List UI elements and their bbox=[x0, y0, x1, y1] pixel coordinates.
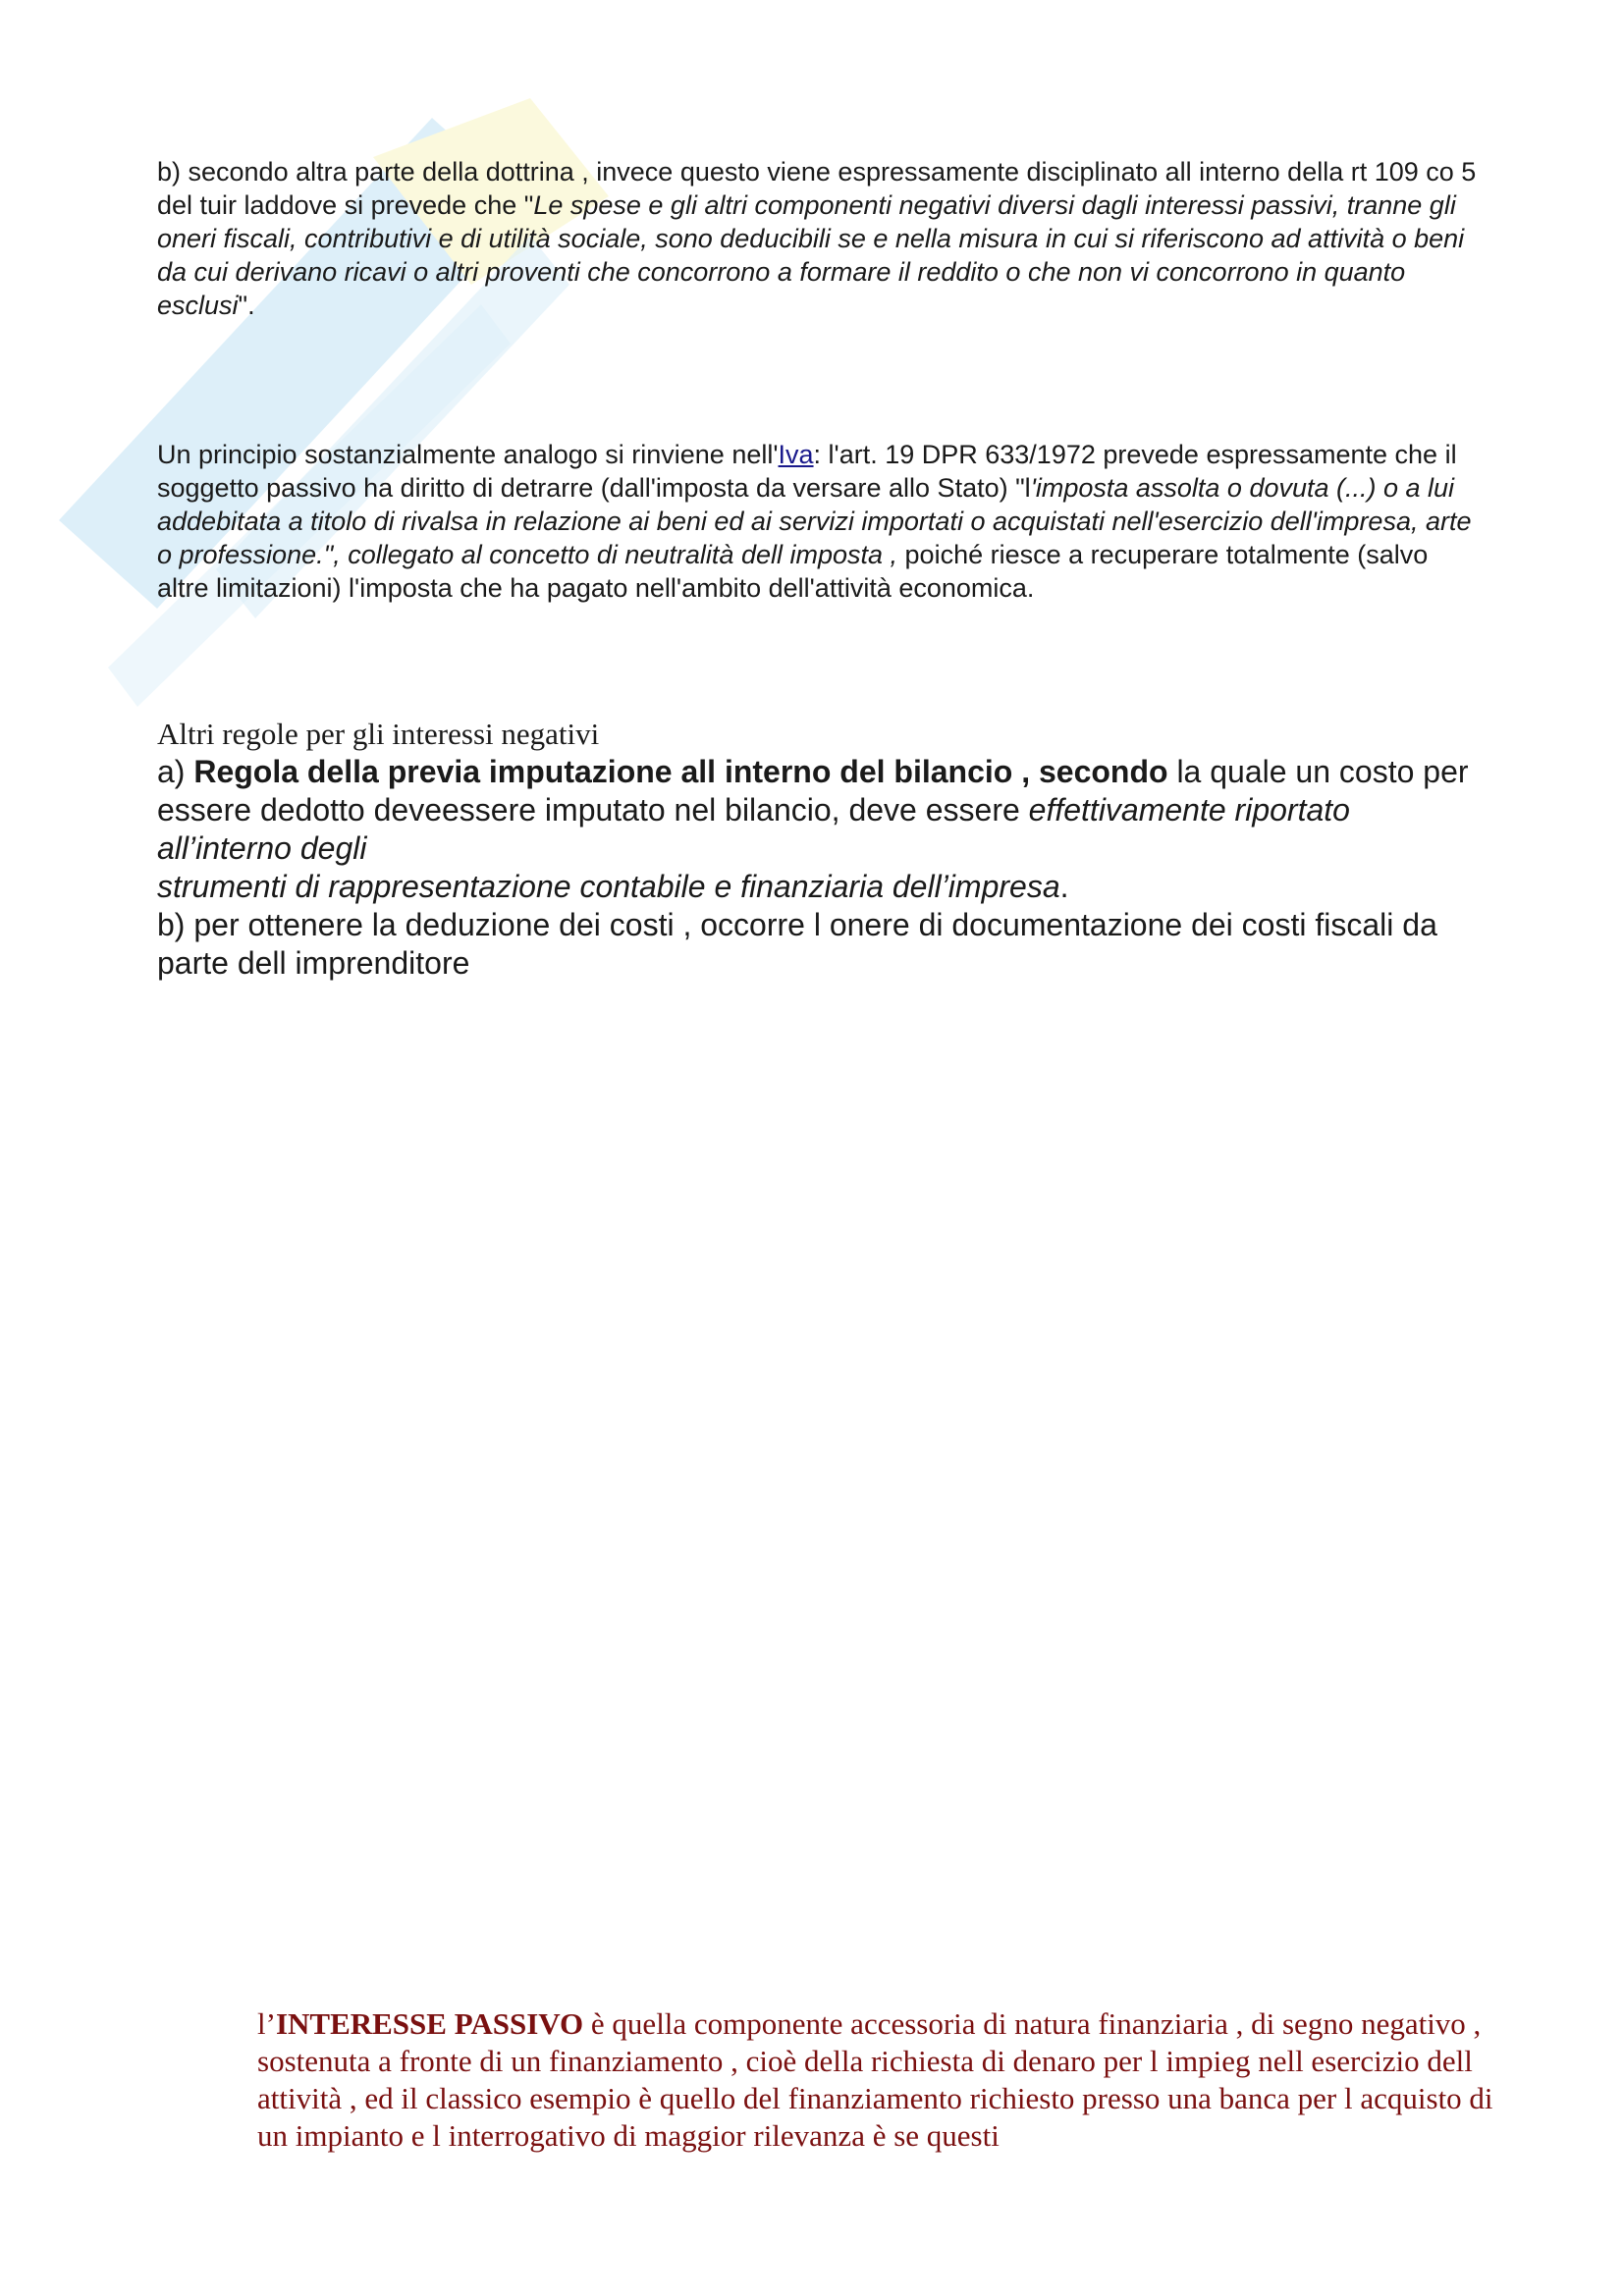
rule-a-prefix: a) bbox=[157, 754, 194, 789]
rule-b: b) per ottenere la deduzione dei costi , occorre l onere di documentazione dei costi fiscali da parte dell imprenditore bbox=[157, 907, 1437, 981]
iva-link[interactable]: Iva bbox=[778, 440, 814, 469]
rule-a-bold: Regola della previa imputazione all interno del bilancio , secondo bbox=[193, 754, 1168, 789]
rule-a bbox=[157, 753, 1478, 906]
para2-quote: 'imposta assolta o dovuta (...) o a lui addebitata a titolo di rivalsa in relazione ai beni ed ai servizi importati o acquistati nell'esercizio dell'impresa, arte o professione.", collegato al concetto di neutralità dell imposta , bbox=[157, 473, 1472, 569]
para4-prefix: l’ bbox=[257, 2006, 276, 2041]
para2-end: poiché riesce a recuperare totalmente (salvo altre limitazioni) l'imposta che ha pagato nell'ambito dell'attività economica. bbox=[157, 540, 1429, 603]
para1-quote: Le spese e gli altri componenti negativi diversi dagli interessi passivi, tranne gli oneri fiscali, contributivi e di utilità sociale, sono deducibili se e nella misura in cui si riferiscono ad attività o beni da cui derivano ricavi o altri proventi che concorrono a formare il reddito o che non vi concorrono in quanto esclusi bbox=[157, 190, 1465, 320]
para4-bold: INTERESSE PASSIVO bbox=[275, 2006, 584, 2041]
section-heading-altri-regole: Altri regole per gli interessi negativi bbox=[157, 717, 600, 751]
para2-intro: Un principio sostanzialmente analogo si rinviene nell' bbox=[157, 440, 779, 469]
para4-text: è quella componente accessoria di natura finanziaria , di segno negativo , sostenuta a fronte di un finanziamento , cioè della richiesta di denaro per l impieg nell esercizio dell attività , ed il classico esempio è quello del finanziamento richiesto presso una banca per l acquisto di un impianto e l interrogativo di maggior rilevanza è se questi bbox=[257, 2006, 1493, 2153]
rule-a-italic1: effettivamente riportato all’interno degli bbox=[157, 792, 1350, 866]
para2-mid: : l'art. 19 DPR 633/1972 prevede espressamente che il soggetto passivo ha diritto di detrarre (dall'imposta da versare allo Stato) "l bbox=[157, 440, 1457, 503]
para1-intro: b) secondo altra parte della dottrina , invece questo viene espressamente disciplinato all interno della rt 109 co 5 del tuir laddove si prevede che " bbox=[157, 157, 1477, 220]
para1-end: ". bbox=[238, 291, 255, 320]
paragraph-art-109 bbox=[157, 155, 1478, 322]
rule-a-text: la quale un costo per essere dedotto deveessere imputato nel bilancio, deve essere bbox=[157, 754, 1469, 828]
paragraph-regole bbox=[157, 753, 1478, 983]
paragraph-iva bbox=[157, 438, 1478, 605]
rule-a-end: . bbox=[1059, 869, 1069, 904]
rule-a-italic2: strumenti di rappresentazione contabile e finanziaria dell’impresa bbox=[157, 869, 1060, 904]
paragraph-interesse-passivo bbox=[257, 2005, 1494, 2155]
